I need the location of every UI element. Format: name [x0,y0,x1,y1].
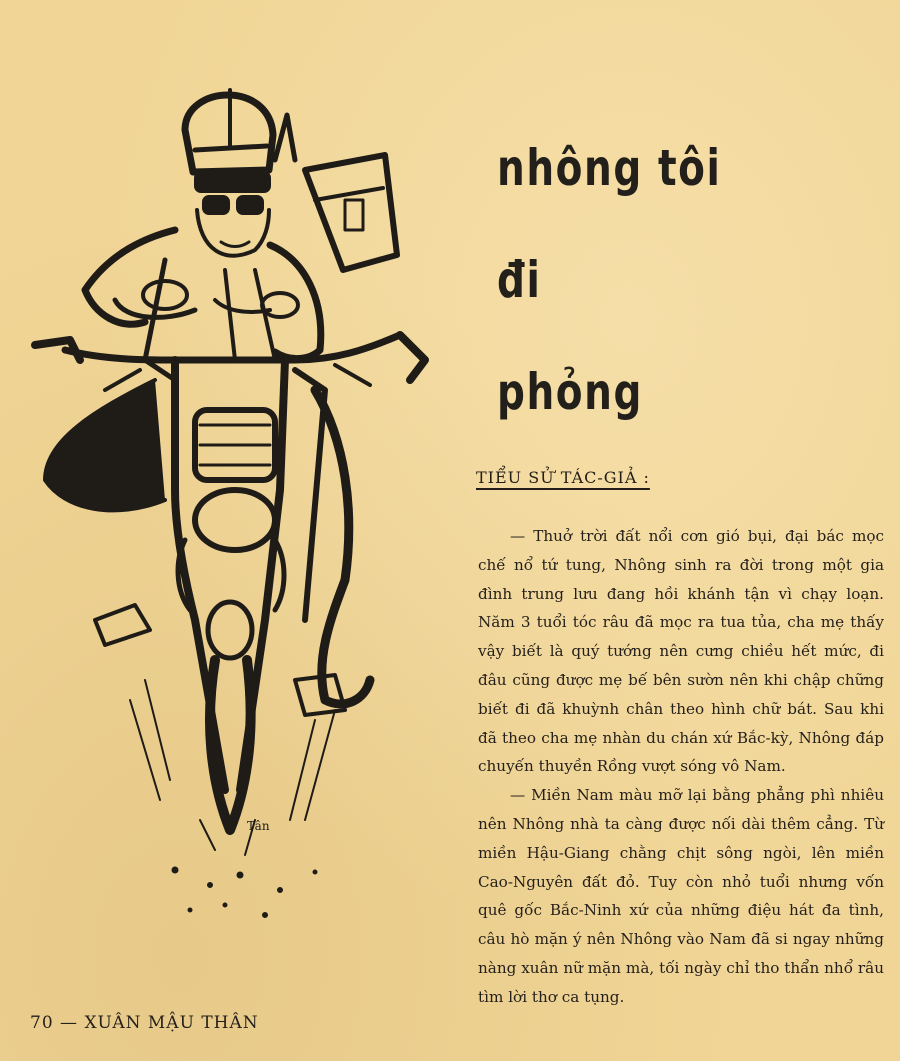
title-line-2: đi [497,251,542,309]
author-bio-heading: TIỂU SỬ TÁC-GIẢ : [476,468,650,487]
motorcycle-rider-illustration [25,60,445,940]
author-bio [478,522,884,1012]
article-title [497,112,721,448]
bio-paragraph-1: — Thuở trời đất nổi cơn gió bụi, đại bác mọc chế nổ tứ tung, Nhông sinh ra đời trong một gia đình trung lưu đang hồi khánh tận vì chạy loạn. Năm 3 tuổi tóc râu đã mọc ra tua tủa, cha mẹ thấy vậy biết là quý tướng nên cưng chiều hết mức, đi đâu cũng được mẹ bế bên sườn nên khi chập chững biết đi đã khuỳnh chân theo hình chữ bát. Sau khi đã theo cha mẹ nhàn du chán xứ Bắc-kỳ, Nhông đáp chuyến thuyền Rồng vượt sóng vô Nam. [478,527,884,776]
page-footer: 70 — XUÂN MẬU THÂN [30,1013,259,1033]
bio-paragraph-2: — Miền Nam màu mỡ lại bằng phẳng phì nhiêu nên Nhông nhà ta càng được nối dài thêm cẳng. Từ miền Hậu-Giang chằng chịt sông ngòi, lên miền Cao-Nguyên đất đỏ. Tuy còn nhỏ tuổi nhưng vốn quê gốc Bắc-Ninh xứ của những điệu hát đa tình, câu hò mặn ý nên Nhông vào Nam đã si ngay những nàng xuân nữ mặn mà, tối ngày chỉ tho thẩn nhổ râu tìm lời thơ ca tụng. [478,786,884,1006]
illustrator-signature: Tân [247,819,270,833]
title-line-1: nhông tôi [497,139,722,197]
title-line-3: phỏng [497,363,643,421]
